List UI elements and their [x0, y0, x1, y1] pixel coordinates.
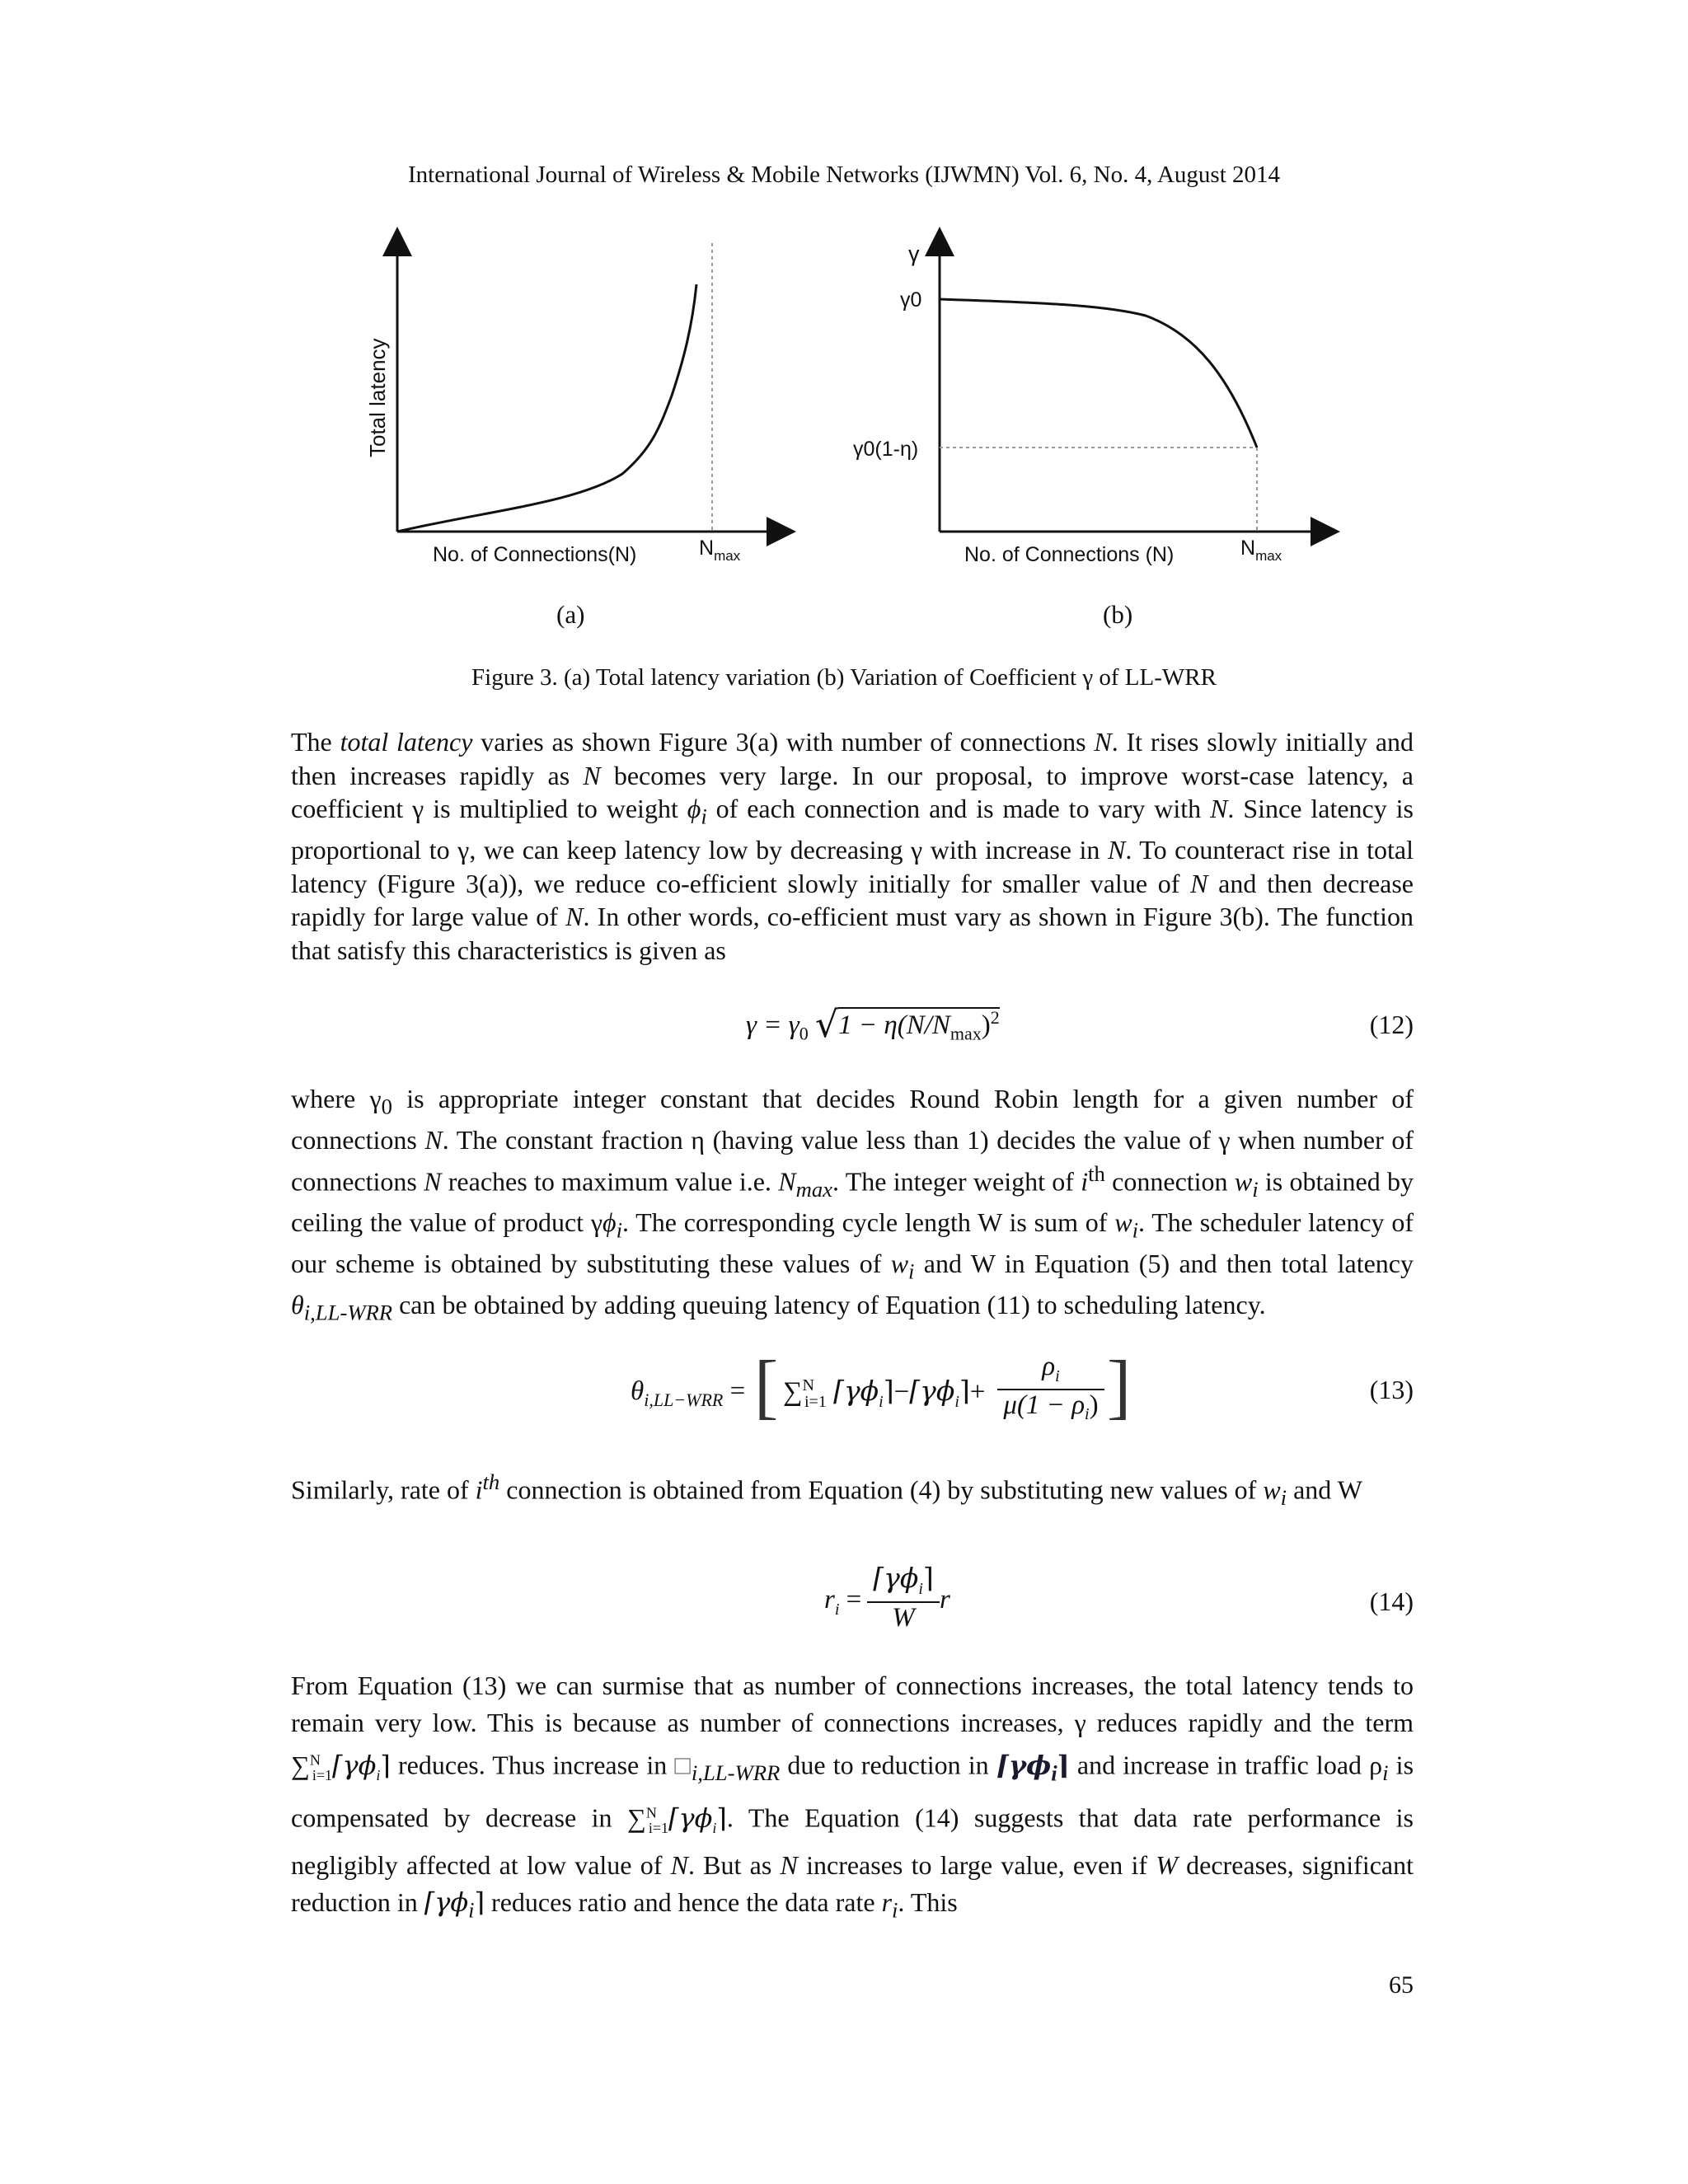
nmax-label: $N_{max}$ [1240, 537, 1282, 564]
running-header: International Journal of Wireless & Mobile Networks (IJWMN) Vol. 6, No. 4, August 2014 [407, 162, 1281, 188]
x-axis-label: No. of Connections(N) [433, 543, 637, 566]
nmax-label: $N_{max}$ [699, 537, 741, 564]
equation-12: $\gamma = \gamma_0$ $√1 - \eta(N/N_{max})^2$ [746, 1004, 1000, 1046]
equation-13-number: (13) [1369, 1375, 1414, 1404]
gamma0-tick-label: γ0 [900, 288, 922, 312]
figure-caption: Figure 3. (a) Total latency variation (b) Variation of Coefficient γ of LL-WRR [471, 664, 1217, 691]
page-number: 65 [1389, 1971, 1414, 1999]
paragraph-1: The total latency varies as shown Figure 3(a) with number of connections N. It rises slowly initially and then increases rapidly as N becomes very large. In our proposal, to improve worst-case latency, a coefficient γ is multiplied to weight $\phi_i$ of each connection and is made to vary with N. Since latency is proportional to γ, we can keep latency low by decreasing γ with increase in N. To counteract rise in total latency (Figure 3(a)), we reduce co-efficient slowly initially for smaller value of N and then decrease rapidly for large value of N. In other words, co-efficient must vary as shown in Figure 3(b). The function that satisfy this characteristics is given as [291, 727, 1414, 965]
subfigure-label-b: (b) [1103, 600, 1133, 629]
paragraph-4: From Equation (13) we can surmise that as number of connections increases, the total latency tends to remain very low. This is because as number of connections increases, γ reduces rapidly and the term $\sum^N_{i=1}⌈\gamma\phi_i⌉$ reduces. Thus increase in $□_{i,LL-WRR}$ due to reduction in $⌈\gamma\phi_i⌉$ and increase in traffic load $\rho_i$ is compensated by decrease in $\sum^N_{i=1}⌈\gamma\phi_i⌉$. The Equation (14) suggests that data rate performance is negligibly affected at low value of N. But as N increases to large value, even if W decreases, significant reduction in $⌈\gamma\phi_i⌉$ reduces ratio and hence the data rate $r_i$. This [291, 1671, 1414, 1923]
paragraph-3: Similarly, rate of $i^{th}$ connection is obtained from Equation (4) by substituting new values of $w_i$ and W [291, 1469, 1362, 1511]
gamma0-eta-tick-label: γ0(1-η) [853, 438, 919, 461]
subfigure-label-a: (a) [556, 600, 585, 629]
equation-14-number: (14) [1369, 1586, 1414, 1616]
y-axis-label: γ [908, 241, 920, 266]
equation-12-number: (12) [1369, 1010, 1414, 1039]
x-axis-label: No. of Connections (N) [964, 543, 1175, 566]
paragraph-2: where $\gamma_0$ is appropriate integer constant that decides Round Robin length for a given number of connections N. The constant fraction η (having value less than 1) decides the value of γ when number of connections N reaches to maximum value i.e. $N_{max}$. The integer weight of $i^{th}$ connection $w_i$ is obtained by ceiling the value of product $\gamma\phi_i$. The corresponding cycle length W is sum of $w_i$. The scheduler latency of our scheme is obtained by substituting these values of $w_i$ and W in Equation (5) and then total latency $\theta_{i,LL-WRR}$ can be obtained by adding queuing latency of Equation (11) to scheduling latency. [291, 1084, 1414, 1325]
latency-curve [397, 284, 696, 532]
figure-3b-chart [853, 235, 1352, 581]
y-axis-label: Total latency [365, 338, 390, 457]
gamma-curve [940, 299, 1257, 448]
figure-3a-chart [346, 235, 808, 581]
